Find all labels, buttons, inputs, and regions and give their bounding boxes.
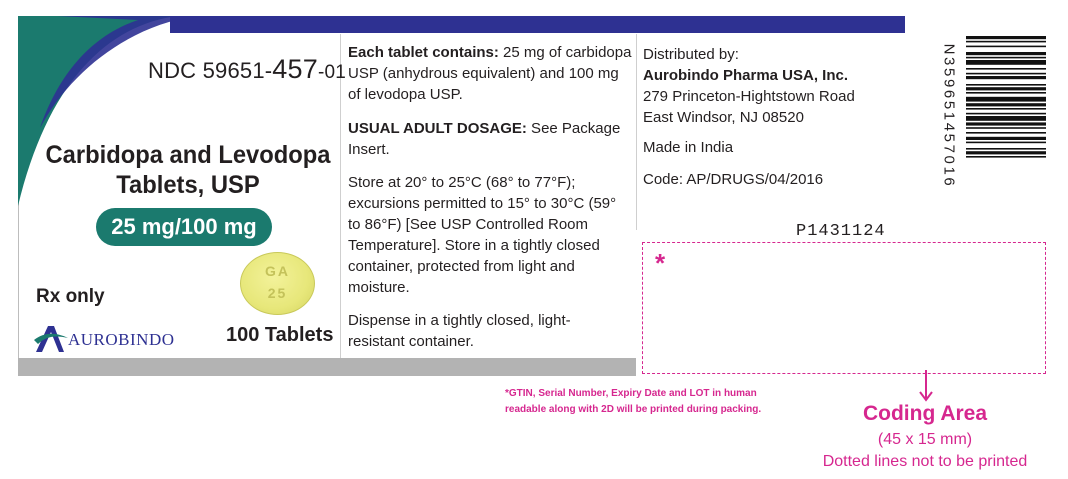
down-arrow-icon [918,370,934,402]
dosage-paragraph [348,118,634,160]
distributor-address-line2: East Windsor, NJ 08520 [643,109,804,126]
dosage-heading: USUAL ADULT DOSAGE: [348,120,527,137]
packing-note-line2: readable along with 2D will be printed during packing. [505,404,762,415]
product-name-line2: Tablets, USP [116,171,260,199]
dispense-text: Dispense in a tightly closed, light-resistant container. [348,312,571,350]
distributor-company: Aurobindo Pharma USA, Inc. [643,67,849,84]
packing-note-line1: *GTIN, Serial Number, Expiry Date and LOT in human [505,388,757,399]
storage-text: Store at 20° to 25°C (68° to 77°F); excursions permitted to 15° to 30°C (59° to 86°F) [See USP Controlled Room Temperature]. Store in a tightly closed container, protected from light and moisture. [348,174,617,296]
tablet-imprint-line1: GA [265,263,290,279]
product-name-line1: Carbidopa and Levodopa [45,141,331,169]
barcode-digits-text: N359651457016 [940,43,958,189]
contents-heading: Each tablet contains: [348,44,499,61]
bottom-gray-bar [18,358,636,376]
tablet-imprint-line2: 25 [267,285,288,301]
coding-area-title: Coding Area [862,402,988,425]
coding-area-note: Dotted lines not to be printed [822,453,1028,470]
country-of-origin: Made in India [643,139,734,156]
barcode-digits [939,36,959,196]
coding-area-dimensions: (45 x 15 mm) [877,431,973,448]
print-code: P1431124 [796,222,886,241]
distributor-address-line1: 279 Princeton-Hightstown Road [643,88,855,105]
rx-only-text: Rx only [36,286,105,307]
coding-area-box [642,242,1046,374]
ndc-prefix: NDC 59651- [148,58,273,83]
ndc-product-code: 457 [272,54,318,84]
dosage-text: See Package Insert. [348,120,621,158]
strength-badge: 25 mg/100 mg [96,208,272,246]
aurobindo-logo-icon [34,322,68,354]
top-navy-bar [170,16,905,33]
column-divider [636,34,637,230]
license-code: Code: AP/DRUGS/04/2016 [643,171,824,188]
aurobindo-logo [34,322,184,356]
coding-asterisk: * [655,248,666,278]
ndc-package-code: -01 [317,62,346,83]
product-name [38,140,338,200]
contents-text: 25 mg of carbidopa USP (anhydrous equivalent) and 100 mg of levodopa USP. [348,44,632,103]
distributed-by-label: Distributed by: [643,46,739,63]
aurobindo-logo-text: AUROBINDO [68,330,175,349]
tablet-image [240,252,315,315]
tablet-count: 100 Tablets [226,324,334,346]
ndc-number [148,54,346,85]
contents-paragraph [348,42,634,105]
